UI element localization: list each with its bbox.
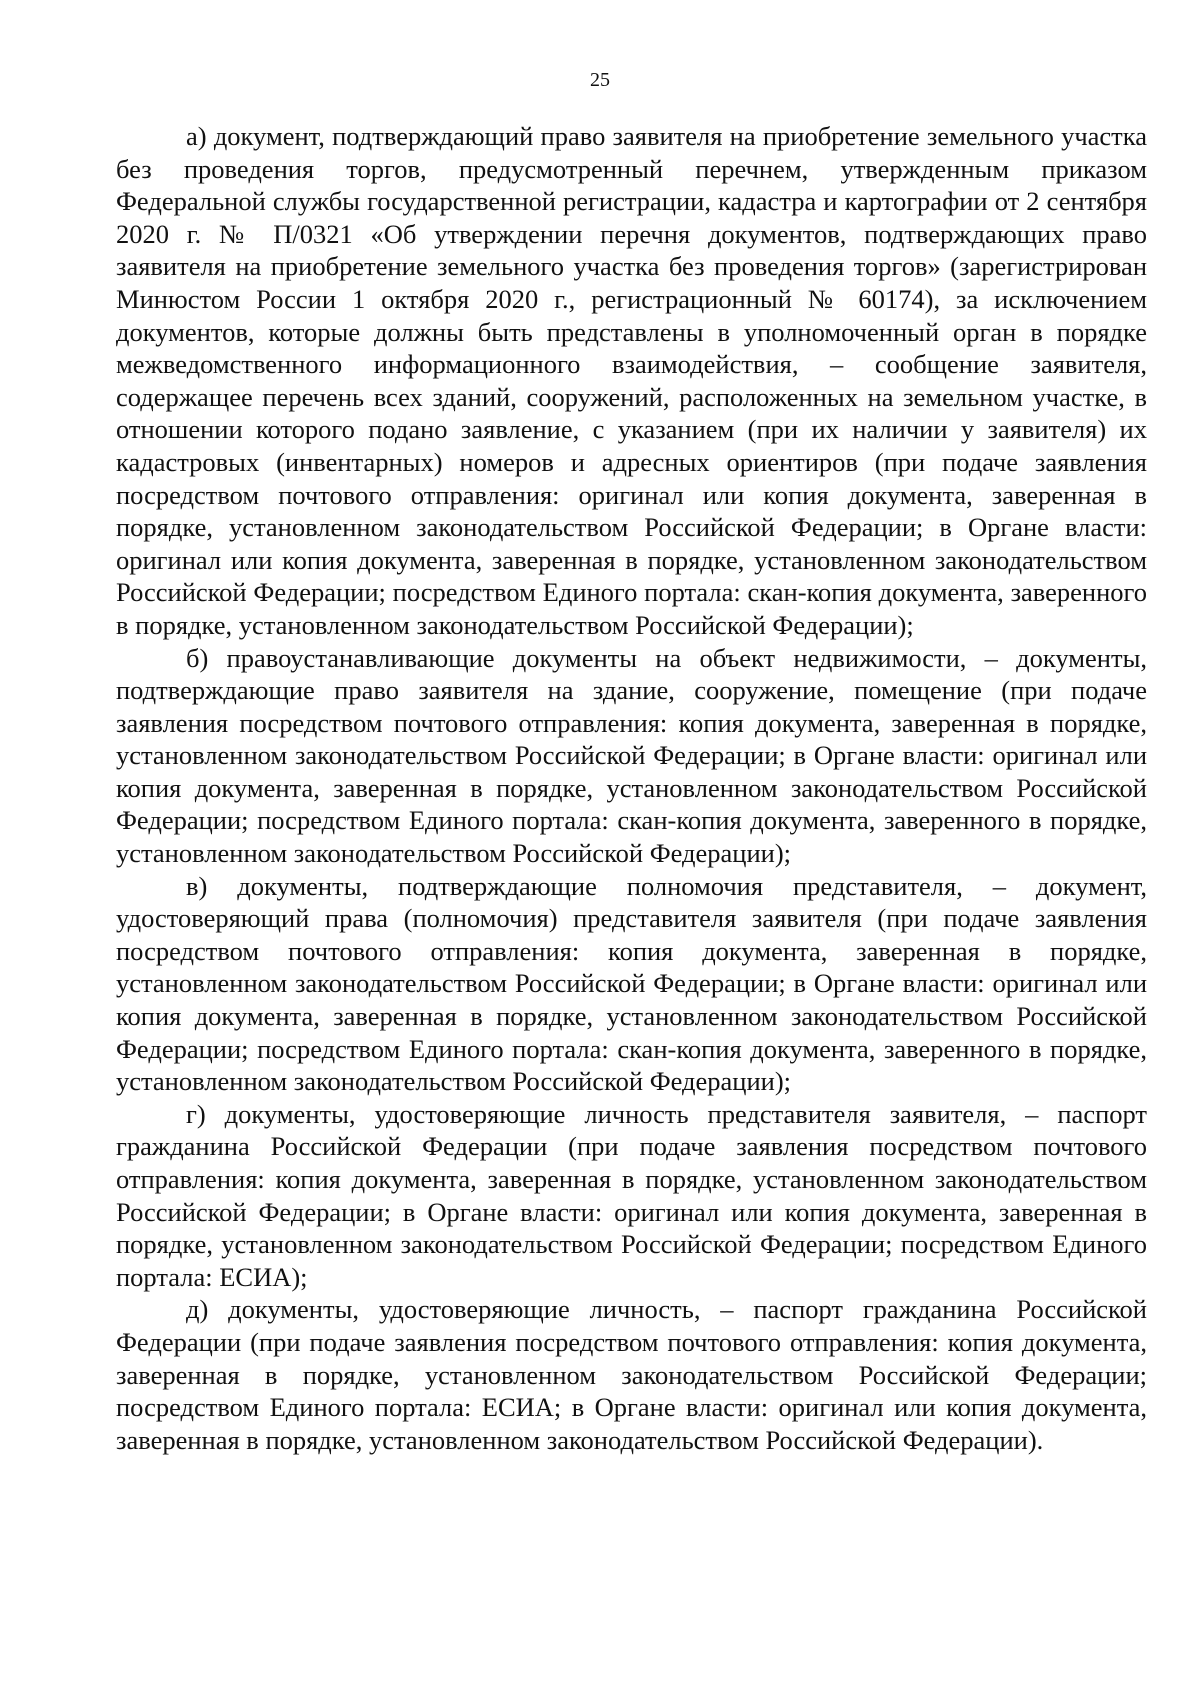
paragraph-item-v: в) документы, подтверждающие полномочия представителя, – документ, удостоверяющий права (полномочия) представителя заявителя (при подаче заявления посредством почтового отправления: копия документа, заверенная в порядке, установленном законодательством Российской Федерации; в Органе власти: оригинал или копия документа, заверенная в порядке, установленном законодательством Российской Федерации; посредством Единого портала: скан-копия документа, заверенного в порядке, установленном законодательством Российской Федерации); [116, 870, 1147, 1097]
paragraph-item-d: д) документы, удостоверяющие личность, – паспорт гражданина Российской Федерации (при подаче заявления посредством почтового отправления: копия документа, заверенная в порядке, установленном законодательством Российской Федерации; посредством Единого портала: ЕСИА; в Органе власти: оригинал или копия документа, заверенная в порядке, установленном законодательством Российской Федерации). [116, 1294, 1147, 1455]
document-body [116, 120, 1147, 1456]
paragraph-item-g: г) документы, удостоверяющие личность представителя заявителя, – паспорт гражданина Российской Федерации (при подаче заявления посредством почтового отправления: копия документа, заверенная в порядке, установленном законодательством Российской Федерации; в Органе власти: оригинал или копия документа, заверенная в порядке, установленном законодательством Российской Федерации; посредством Единого портала: ЕСИА); [116, 1098, 1147, 1292]
paragraph-item-b: б) правоустанавливающие документы на объект недвижимости, – документы, подтверждающие право заявителя на здание, сооружение, помещение (при подаче заявления посредством почтового отправления: копия документа, заверенная в порядке, установленном законодательством Российской Федерации; в Органе власти: оригинал или копия документа, заверенная в порядке, установленном законодательством Российской Федерации; посредством Единого портала: скан-копия документа, заверенного в порядке, установленном законодательством Российской Федерации); [116, 642, 1147, 869]
paragraph-item-a: а) документ, подтверждающий право заявителя на приобретение земельного участка без проведения торгов, предусмотренный перечнем, утвержденным приказом Федеральной службы государственной регистрации, кадастра и картографии от 2 сентября 2020 г. № П/0321 «Об утверждении перечня документов, подтверждающих право заявителя на приобретение земельного участка без проведения торгов» (зарегистрирован Минюстом России 1 октября 2020 г., регистрационный № 60174), за исключением документов, которые должны быть представлены в уполномоченный орган в порядке межведомственного информационного взаимодействия, – сообщение заявителя, содержащее перечень всех зданий, сооружений, расположенных на земельном участке, в отношении которого подано заявление, с указанием (при их наличии у заявителя) их кадастровых (инвентарных) номеров и адресных ориентиров (при подаче заявления посредством почтового отправления: оригинал или копия документа, заверенная в порядке, установленном законодательством Российской Федерации; в Органе власти: оригинал или копия документа, заверенная в порядке, установленном законодательством Российской Федерации; посредством Единого портала: скан-копия документа, заверенного в порядке, установленном законодательством Российской Федерации); [116, 121, 1147, 640]
page-number: 25 [590, 69, 610, 91]
